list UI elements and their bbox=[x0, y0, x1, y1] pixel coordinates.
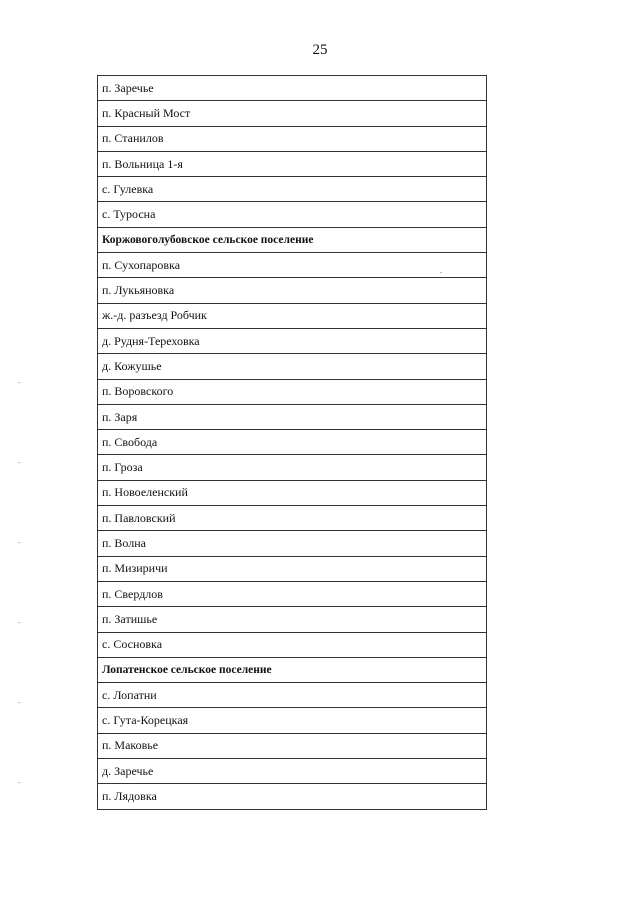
scan-speck bbox=[440, 272, 442, 273]
table-row bbox=[98, 557, 486, 582]
table-row bbox=[98, 380, 486, 405]
table-row bbox=[98, 784, 486, 810]
settlement-name: п. Сухопаровка bbox=[102, 257, 181, 272]
settlement-name: п. Вольница 1-я bbox=[102, 156, 183, 171]
settlement-name: п. Новоеленский bbox=[102, 485, 188, 500]
settlement-name: с. Туросна bbox=[102, 207, 156, 222]
scan-speck bbox=[18, 782, 20, 783]
settlement-name: п. Свердлов bbox=[102, 586, 163, 601]
table-row bbox=[98, 683, 486, 708]
table-row bbox=[98, 582, 486, 607]
settlement-name: п. Маковье bbox=[102, 738, 159, 753]
table-row bbox=[98, 202, 486, 227]
section-heading-row bbox=[98, 658, 486, 683]
table-row bbox=[98, 127, 486, 152]
settlement-name: п. Воровского bbox=[102, 384, 174, 399]
table-row bbox=[98, 304, 486, 329]
settlement-name: п. Мизиричи bbox=[102, 561, 168, 576]
table-row bbox=[98, 101, 486, 126]
table-row bbox=[98, 759, 486, 784]
settlement-name: с. Гулевка bbox=[102, 181, 154, 196]
settlement-name: п. Свобода bbox=[102, 434, 158, 449]
scan-speck bbox=[18, 462, 20, 463]
table-row bbox=[98, 734, 486, 759]
table-row bbox=[98, 481, 486, 506]
settlement-name: п. Станилов bbox=[102, 131, 164, 146]
scan-speck bbox=[18, 542, 20, 543]
table-row bbox=[98, 354, 486, 379]
table-row bbox=[98, 152, 486, 177]
settlement-name: п. Заря bbox=[102, 409, 138, 424]
table-row bbox=[98, 455, 486, 480]
settlement-name: д. Кожушье bbox=[102, 358, 162, 373]
settlement-name: ж.-д. разъезд Робчик bbox=[102, 308, 207, 323]
settlement-name: с. Гута-Корецкая bbox=[102, 713, 189, 728]
section-heading-text: Лопатенское сельское поселение bbox=[102, 663, 272, 676]
section-heading-text: Коржовоголубовское сельское поселение bbox=[102, 233, 314, 246]
settlement-name: п. Павловский bbox=[102, 510, 176, 525]
settlement-name: с. Лопатни bbox=[102, 687, 157, 702]
settlement-name: п. Лядовка bbox=[102, 789, 157, 804]
table-row bbox=[98, 430, 486, 455]
table-row bbox=[98, 76, 486, 101]
section-heading-row bbox=[98, 228, 486, 253]
table-row bbox=[98, 278, 486, 303]
table-row bbox=[98, 405, 486, 430]
settlement-name: д. Заречье bbox=[102, 763, 154, 778]
settlement-name: п. Лукьяновка bbox=[102, 283, 175, 298]
table-row bbox=[98, 253, 486, 278]
settlement-name: п. Гроза bbox=[102, 460, 143, 475]
settlement-name: д. Рудня-Тереховка bbox=[102, 333, 200, 348]
table-row bbox=[98, 329, 486, 354]
settlement-name: п. Заречье bbox=[102, 80, 154, 95]
settlement-name: п. Затишье bbox=[102, 611, 158, 626]
settlement-name: с. Сосновка bbox=[102, 637, 163, 652]
settlement-name: п. Красный Мост bbox=[102, 105, 191, 120]
scan-speck bbox=[18, 622, 20, 623]
table-row bbox=[98, 607, 486, 632]
table-row bbox=[98, 531, 486, 556]
scan-speck bbox=[18, 382, 20, 383]
scan-speck bbox=[18, 702, 20, 703]
settlements-table bbox=[97, 75, 487, 810]
settlement-name: п. Волна bbox=[102, 535, 147, 550]
table-row bbox=[98, 633, 486, 658]
table-row bbox=[98, 708, 486, 733]
page-number: 25 bbox=[312, 42, 328, 58]
table-row bbox=[98, 506, 486, 531]
table-row bbox=[98, 177, 486, 202]
